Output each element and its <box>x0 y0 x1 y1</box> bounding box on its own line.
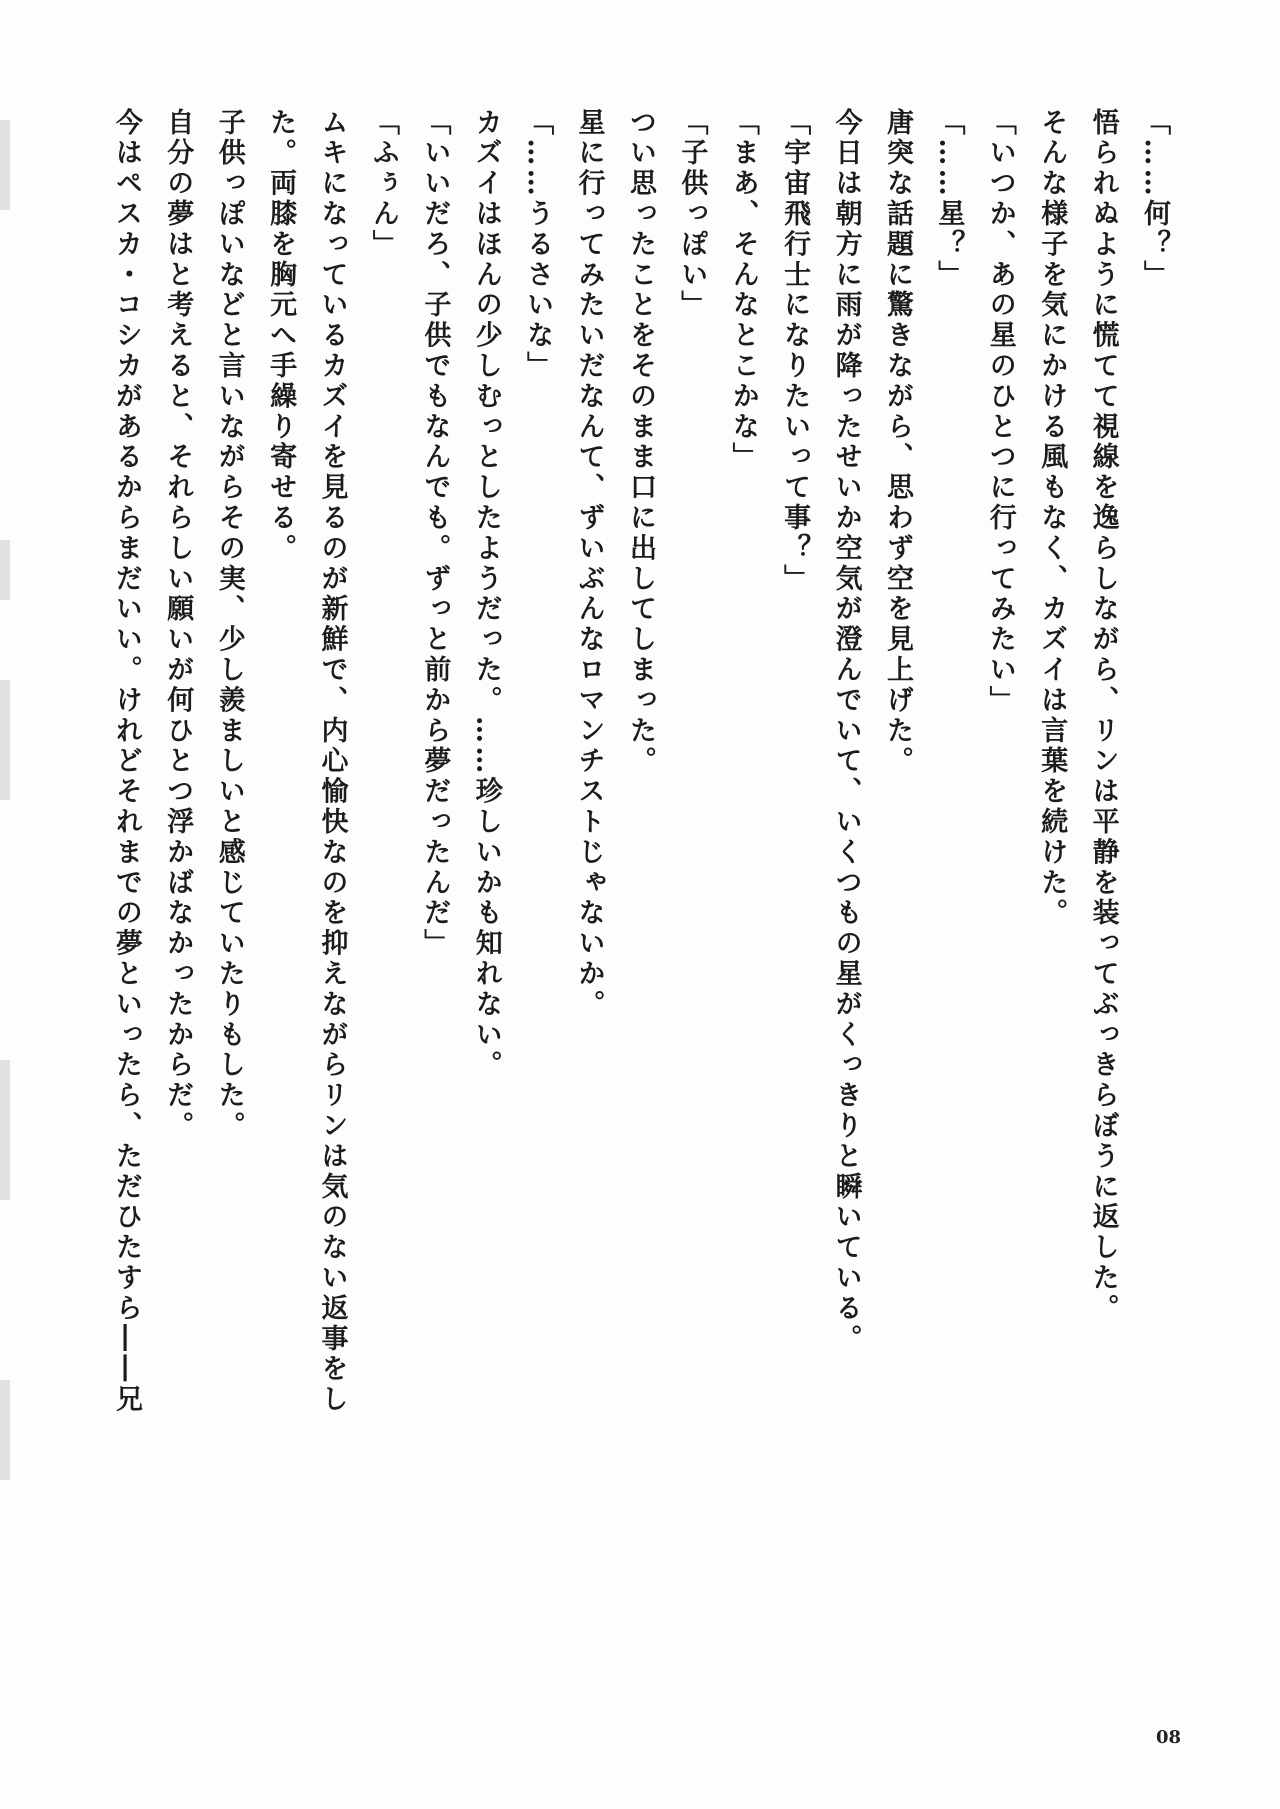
text-line: 唐突な話題に驚きながら、思わず空を見上げた。 <box>881 108 913 777</box>
text-line: ムキになっているカズイを見るのが新鮮で、内心愉快なのを抑えながらリンは気のない返事をし <box>316 108 348 1416</box>
text-line: 「宇宙飛行士になりたいって事？」 <box>779 108 811 595</box>
scan-edge-mark <box>0 540 10 600</box>
text-line: 「まあ、そんなとこかな」 <box>727 108 759 473</box>
text-line: そんな様子を気にかける風もなく、カズイは言葉を続けた。 <box>1036 108 1068 929</box>
text-line: 「ふぅん」 <box>367 108 399 260</box>
scan-edge-mark <box>0 680 10 800</box>
text-line: 「子供っぽい」 <box>676 108 708 321</box>
page-number: 08 <box>1156 1727 1182 1748</box>
text-line: 子供っぽいなどと言いながらその実、少し羨ましいと感じていたりもした。 <box>213 108 245 1142</box>
text-line: 今はペスカ・コシカがあるからまだいい。けれどそれまでの夢といったら、ただひたすら――兄 <box>110 108 142 1416</box>
text-line: つい思ったことをそのまま口に出してしまった。 <box>624 108 656 777</box>
text-line: 自分の夢はと考えると、それらしい願いが何ひとつ浮かばなかったからだ。 <box>162 108 194 1142</box>
scan-edge-mark <box>0 120 10 210</box>
text-line: た。両膝を胸元へ手繰り寄せる。 <box>265 108 297 564</box>
text-line: 「……何？」 <box>1139 108 1170 291</box>
text-line: 星に行ってみたいだなんて、ずいぶんなロマンチストじゃないか。 <box>573 108 605 1020</box>
scan-edge-mark <box>0 1380 10 1480</box>
text-line: 「……うるさいな」 <box>522 108 554 382</box>
text-line: 「いつか、あの星のひとつに行ってみたい」 <box>984 108 1016 716</box>
text-line: 「いいだろ、子供でもなんでも。ずっと前から夢だったんだ」 <box>419 108 451 960</box>
vertical-body-text <box>100 108 1180 1668</box>
text-line: 「……星？」 <box>933 108 965 291</box>
text-line: カズイはほんの少しむっとしたようだった。……珍しいかも知れない。 <box>470 108 502 1081</box>
text-line: 今日は朝方に雨が降ったせいか空気が澄んでいて、いくつもの星がくっきりと瞬いている。 <box>830 108 862 1355</box>
scan-edge-mark <box>0 1060 10 1200</box>
text-line: 悟られぬように慌てて視線を逸らしながら、リンは平静を装ってぶっきらぼうに返した。 <box>1087 108 1119 1324</box>
